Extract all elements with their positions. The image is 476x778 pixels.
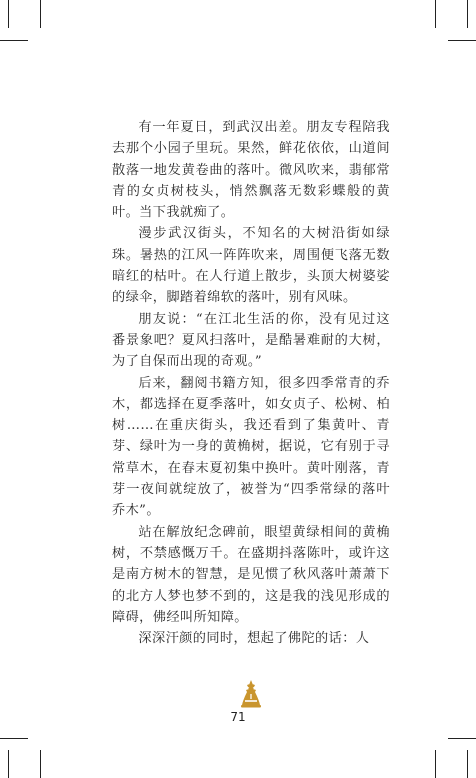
paragraph-1: 有一年夏日，到武汉出差。朋友专程陪我去那个小园子里玩。果然，鲜花依依，山道间散落一地发黄卷曲的落叶。微风吹来，翡郁常青的女贞树枝头，悄然飘落无数彩蝶般的黄叶。当下我就痴了。	[112, 120, 390, 221]
crop-mark-top-right-outer	[467, 0, 468, 28]
crop-mark-bottom-right-inner	[435, 750, 436, 778]
crop-mark-top-left-inner	[40, 0, 41, 28]
vajra-bell-icon	[240, 680, 262, 710]
paragraph-5: 站在解放纪念碑前，眼望黄绿相间的黄桷树，不禁感慨万千。在盛期抖落陈叶，或许这是南方树木的智慧，是见惯了秋风落叶萧萧下的北方人梦也梦不到的，这是我的浅见形成的障碍，佛经叫所知障。	[112, 524, 390, 625]
paragraph-2: 漫步武汉街头，不知名的大树沿街如绿珠。暑热的江风一阵阵吹来，周围便飞落无数暗红的枯叶。在人行道上散步，头顶大树婆娑的绿伞，脚踏着绵软的落叶，别有风味。	[112, 226, 390, 306]
crop-mark-bottom-left-horizontal	[0, 738, 28, 739]
crop-mark-bottom-left-inner	[40, 750, 41, 778]
crop-mark-bottom-right-outer	[467, 750, 468, 778]
body-text	[112, 117, 390, 649]
crop-mark-top-left-horizontal	[0, 40, 28, 41]
paragraph-3: 朋友说：“在江北生活的你，没有见过这番景象吧？夏风扫落叶，是酷暑难耐的大树，为了自保而出现的奇观。”	[112, 311, 390, 370]
page-number: 71	[230, 710, 246, 724]
crop-mark-bottom-left-outer	[8, 750, 9, 778]
crop-mark-bottom-right-horizontal	[448, 738, 476, 739]
crop-mark-top-right-inner	[435, 0, 436, 28]
paragraph-6: 深深汗颜的同时，想起了佛陀的话：人	[138, 631, 370, 647]
paragraph-4: 后来，翻阅书籍方知，很多四季常青的乔木，都选择在夏季落叶，如女贞子、松树、柏树……在重庆街头，我还看到了集黄叶、青芽、绿叶为一身的黄桷树，据说，它有别于寻常草木，在春末夏初集中换叶。黄叶刚落，青芽一夜间就绽放了，被誉为“四季常绿的落叶乔木”。	[112, 375, 390, 519]
crop-mark-top-right-horizontal	[448, 40, 476, 41]
crop-mark-top-left-outer	[8, 0, 9, 28]
